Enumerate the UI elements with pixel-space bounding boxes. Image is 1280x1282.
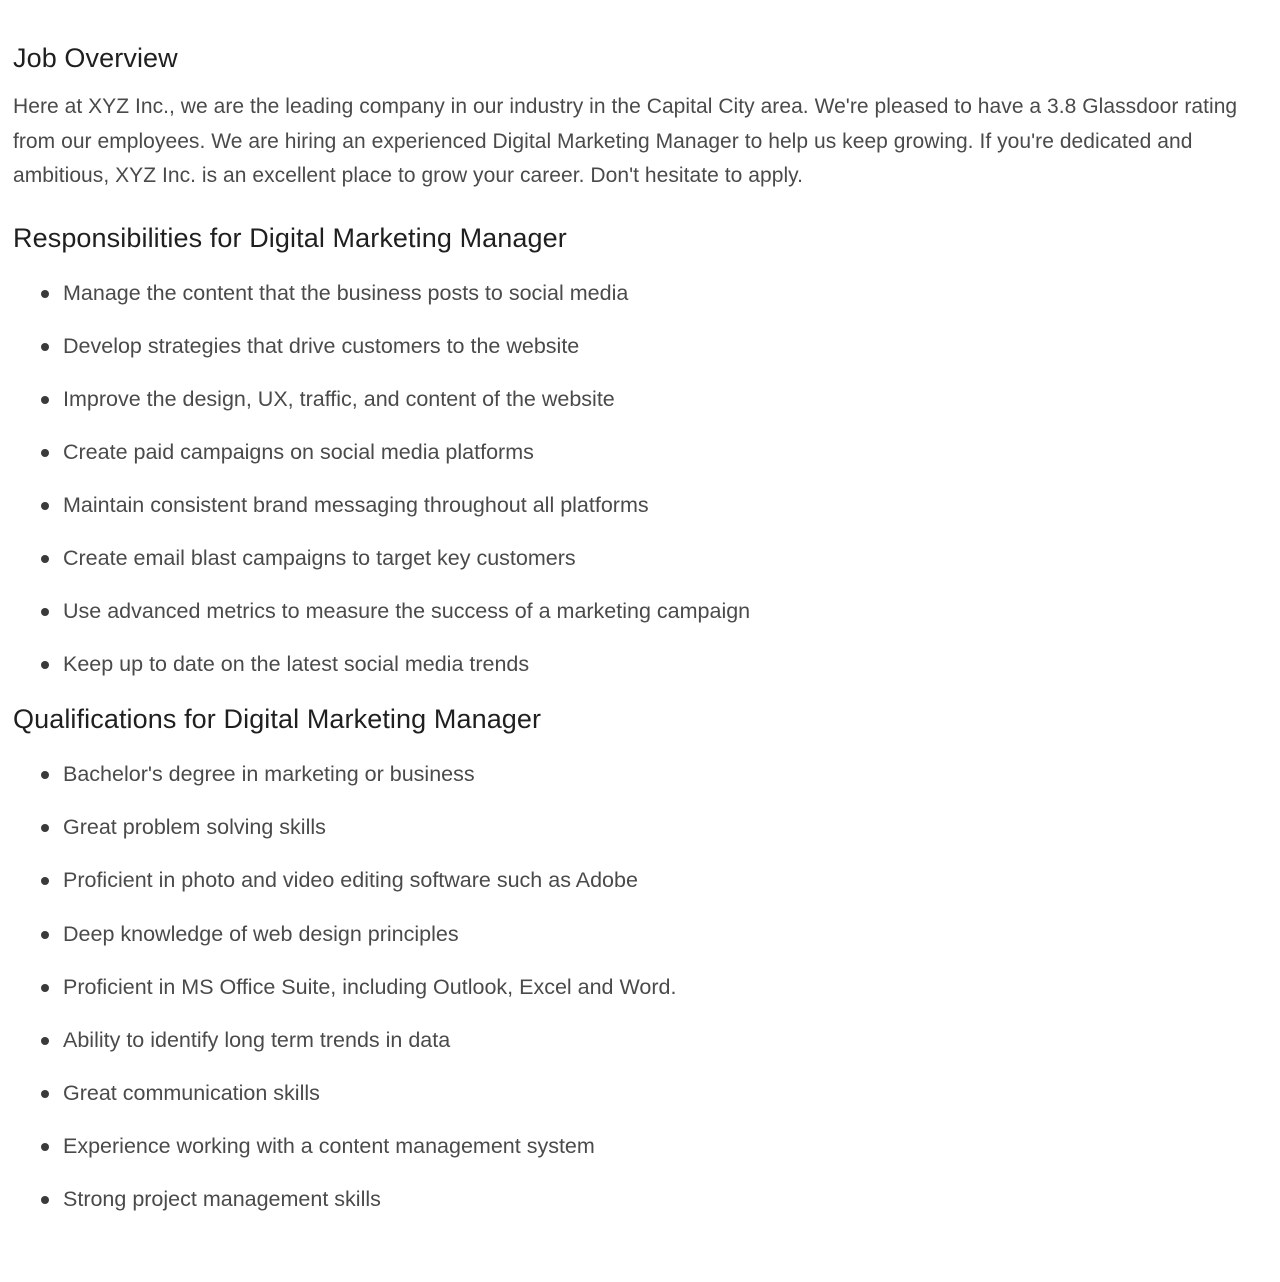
bullet-icon (41, 1143, 49, 1151)
list-item-text: Develop strategies that drive customers to the website (63, 333, 580, 358)
list-item (13, 1025, 1280, 1055)
list-item (13, 543, 1280, 573)
list-item (13, 1078, 1280, 1108)
bullet-icon (41, 343, 49, 351)
list-item (13, 812, 1280, 842)
list-item-text: Use advanced metrics to measure the success of a marketing campaign (63, 599, 751, 624)
list-item-text: Maintain consistent brand messaging throughout all platforms (63, 492, 649, 517)
list-item (13, 490, 1280, 520)
list-item-text: Bachelor's degree in marketing or business (63, 762, 475, 787)
bullet-icon (41, 931, 49, 939)
list-item (13, 865, 1280, 895)
list-item-text: Strong project management skills (63, 1187, 381, 1211)
bullet-icon (41, 1037, 49, 1045)
list-item (13, 759, 1280, 789)
list-item-text: Improve the design, UX, traffic, and content of the website (63, 386, 615, 411)
list-item (13, 919, 1280, 949)
qualifications-list (13, 759, 1280, 1214)
bullet-icon (41, 661, 49, 669)
bullet-icon (41, 608, 49, 616)
qualifications-heading: Qualifications for Digital Marketing Manager (13, 704, 542, 735)
list-item-text: Great problem solving skills (63, 815, 326, 840)
bullet-icon (41, 555, 49, 563)
bullet-icon (41, 984, 49, 992)
list-item (13, 596, 1280, 626)
bullet-icon (41, 1090, 49, 1098)
list-item-text: Manage the content that the business posts to social media (63, 280, 629, 305)
list-item-text: Create email blast campaigns to target key customers (63, 545, 576, 570)
bullet-icon (41, 1196, 49, 1204)
list-item (13, 1131, 1280, 1161)
bullet-icon (41, 877, 49, 885)
list-item (13, 278, 1280, 308)
list-item (13, 649, 1280, 679)
list-item-text: Proficient in MS Office Suite, including Outlook, Excel and Word. (63, 974, 677, 999)
job-overview-heading: Job Overview (13, 43, 178, 73)
list-item-text: Create paid campaigns on social media platforms (63, 439, 534, 464)
list-item (13, 972, 1280, 1002)
bullet-icon (41, 396, 49, 404)
job-overview-text: Here at XYZ Inc., we are the leading company in our industry in the Capital City area. We're pleased to have a 3.8 Glassdoor rating from our employees. We are hiring an experienced Digital Marketing Manager to help us keep growing. If you're dedicated and ambitious, XYZ Inc. is an excellent place to grow your career. Don't hesitate to apply. (13, 95, 1238, 187)
list-item-text: Great communication skills (63, 1080, 320, 1105)
responsibilities-heading: Responsibilities for Digital Marketing Manager (13, 222, 567, 253)
bullet-icon (41, 824, 49, 832)
bullet-icon (41, 449, 49, 457)
bullet-icon (41, 771, 49, 779)
list-item-text: Ability to identify long term trends in data (63, 1027, 451, 1052)
list-item-text: Keep up to date on the latest social media trends (63, 652, 530, 677)
bullet-icon (41, 290, 49, 298)
list-item-text: Proficient in photo and video editing software such as Adobe (63, 868, 638, 893)
list-item (13, 437, 1280, 467)
list-item (13, 1184, 1280, 1214)
list-item-text: Experience working with a content management system (63, 1133, 595, 1158)
list-item-text: Deep knowledge of web design principles (63, 921, 459, 946)
list-item (13, 384, 1280, 414)
list-item (13, 331, 1280, 361)
bullet-icon (41, 502, 49, 510)
responsibilities-list (13, 278, 1280, 680)
